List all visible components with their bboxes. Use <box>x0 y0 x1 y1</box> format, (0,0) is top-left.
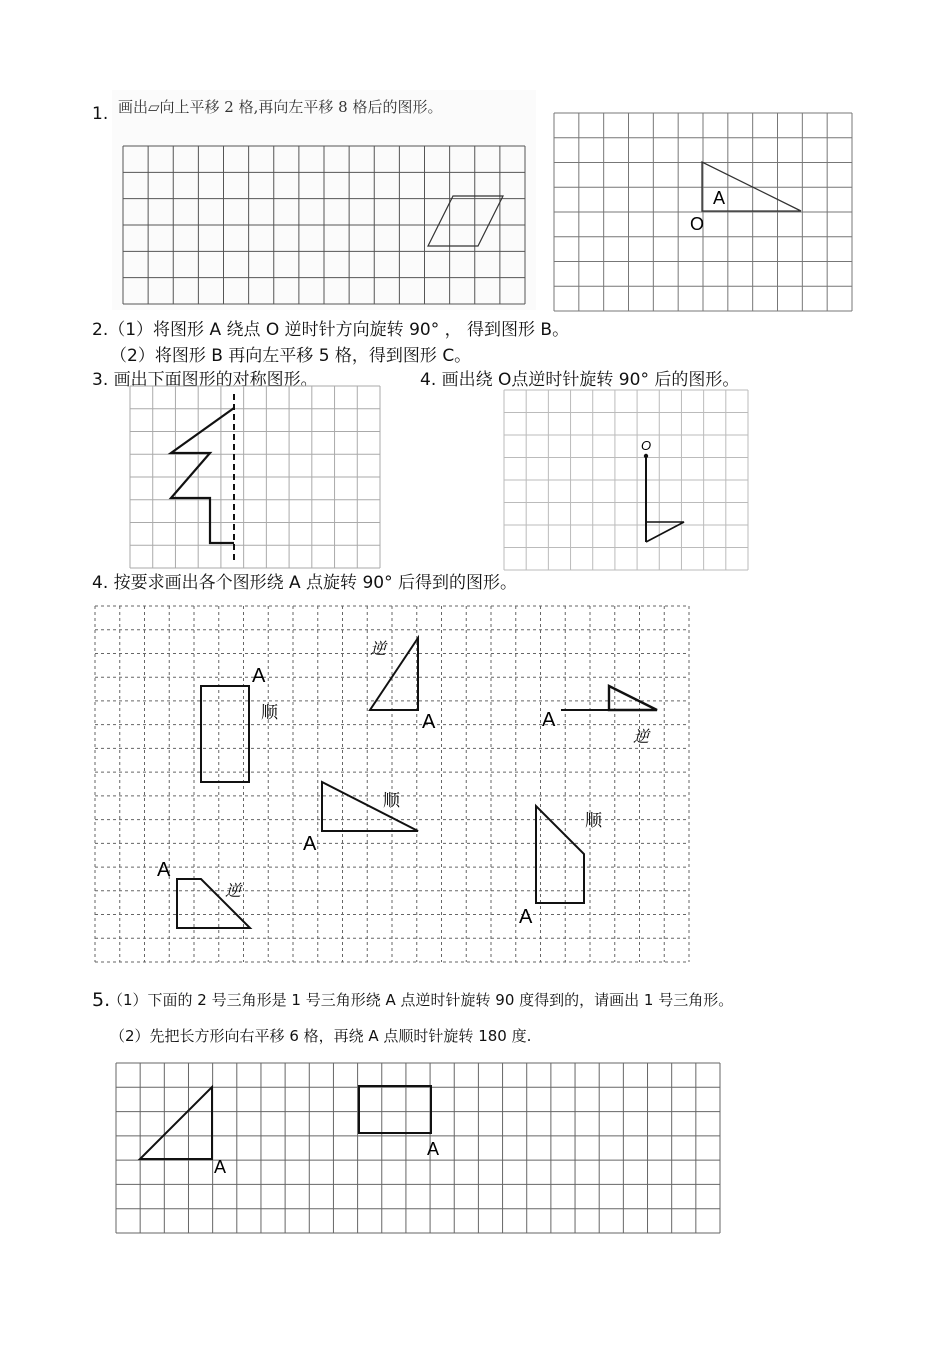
q4b-tri3-dir: 顺 <box>383 791 400 811</box>
q5-rect-a: A <box>427 1139 440 1159</box>
q4b-dashed-grid <box>95 606 689 962</box>
q4b-tri3-a: A <box>303 833 317 855</box>
q4b-trap2-a: A <box>157 859 171 881</box>
q4b-rectangle <box>201 686 249 782</box>
q5-number: 5. <box>92 989 111 1011</box>
q1-label-o: O <box>690 214 705 234</box>
q4b-trap2-dir: 逆 <box>225 881 242 900</box>
q4b-tri2-dir: 逆 <box>633 727 650 746</box>
q4b-tri1-a: A <box>422 711 436 733</box>
q4b-tri1-dir: 逆 <box>370 639 387 658</box>
q4b-tri2-a: A <box>542 709 556 731</box>
q4b-trapezoid-right <box>536 806 584 903</box>
q1-parallelogram <box>428 196 503 246</box>
q1-right-grid <box>554 113 852 311</box>
q4b-rect-a: A <box>252 665 266 687</box>
q4b-triangle-3 <box>322 782 418 831</box>
q3-text: 3. 画出下面图形的对称图形。 <box>92 370 318 390</box>
q1-left-grid <box>123 146 525 304</box>
q5-line2: （2）先把长方形向右平移 6 格，再绕 A 点顺时针旋转 180 度. <box>110 1027 532 1045</box>
q1-number: 1. <box>92 104 109 124</box>
q4b-trap-a: A <box>519 906 533 928</box>
q4b-triangle-2 <box>609 686 657 710</box>
q4a-text: 4. 画出绕 O点逆时针旋转 90° 后的图形。 <box>420 370 740 390</box>
q3-grid <box>130 386 380 568</box>
q4a-label-o: O <box>641 438 652 453</box>
q4b-trap-dir: 顺 <box>585 811 602 831</box>
q4b-text: 4. 按要求画出各个图形绕 A 点旋转 90° 后得到的图形。 <box>92 573 517 593</box>
q2-line2: （2）将图形 B 再向左平移 5 格，得到图形 C。 <box>110 346 472 366</box>
q4a-point-o <box>644 454 648 458</box>
q2-line1: 2.（1）将图形 A 绕点 O 逆时针方向旋转 90° ， 得到图形 B。 <box>92 320 570 340</box>
q5-grid <box>116 1063 720 1233</box>
q4b-rect-dir: 顺 <box>261 703 278 723</box>
q5-triangle-2 <box>140 1087 212 1159</box>
q5-line1: （1）下面的 2 号三角形是 1 号三角形绕 A 点逆时针旋转 90 度得到的，请画出 1 号三角形。 <box>108 991 734 1009</box>
q1-instruction: 画出▱向上平移 2 格,再向左平移 8 格后的图形。 <box>118 98 443 116</box>
q1-label-a: A <box>713 188 726 208</box>
q5-rectangle <box>359 1086 431 1133</box>
q5-tri-a: A <box>214 1157 227 1177</box>
q4a-grid <box>504 390 748 570</box>
